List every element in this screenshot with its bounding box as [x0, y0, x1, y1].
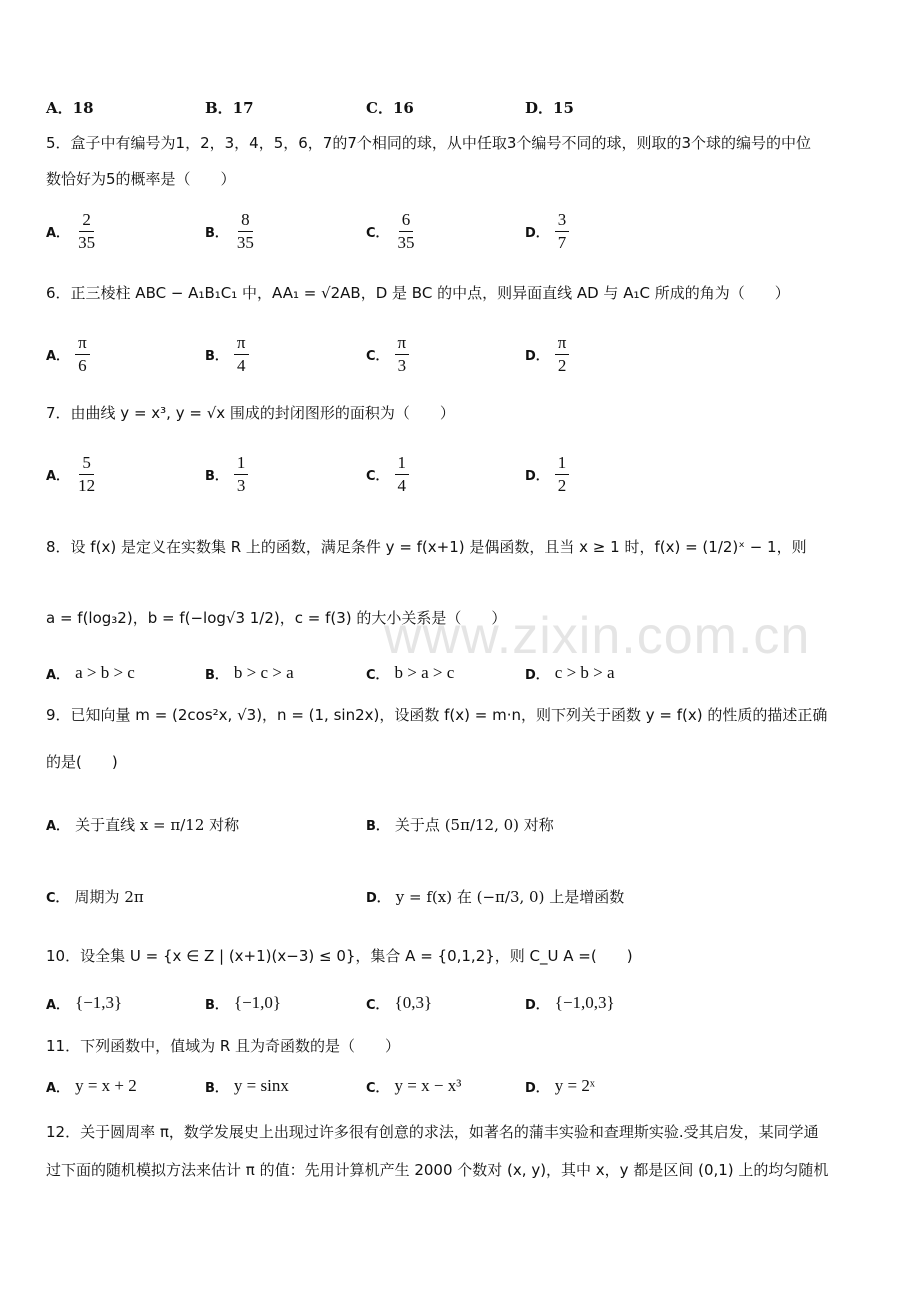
fraction-denominator: 35: [236, 233, 254, 252]
q10-option-a: [46, 993, 122, 1013]
q11-option-c: [366, 1076, 461, 1096]
q9-option-d-label: D．: [366, 891, 390, 906]
q11-option-b: [205, 1076, 289, 1096]
q8-option-d-text: c > b > a: [554, 663, 615, 682]
q10-option-d-label: D．: [525, 997, 549, 1013]
q10-option-b: [205, 993, 281, 1013]
q4-option-b-text: B．17: [205, 99, 254, 117]
fraction-numerator: π: [555, 333, 570, 355]
q9-option-c-label: C．: [46, 891, 69, 906]
q4-option-c-text: C．16: [366, 99, 414, 117]
q8-option-a-label: A．: [46, 667, 70, 683]
q6-option-c: [366, 333, 409, 376]
q6-option-b: [205, 333, 249, 376]
q9-option-c: [46, 886, 144, 907]
q10-option-c-text: {0,3}: [394, 993, 433, 1012]
fraction-denominator: 3: [397, 356, 407, 375]
fraction-numerator: 6: [399, 210, 414, 232]
q7-stem: 7．由曲线 y = x³, y = √x 围成的封闭图形的面积为（ ）: [46, 404, 455, 422]
fraction-numerator: 8: [238, 210, 253, 232]
q9-option-d: [366, 886, 624, 907]
q5-option-d-fraction: [555, 210, 570, 253]
q4-option-d: [525, 97, 574, 118]
q8-option-c-label: C．: [366, 667, 389, 683]
fraction-numerator: π: [234, 333, 249, 355]
q5-stem-line2: 数恰好为5的概率是（ ）: [46, 170, 236, 188]
fraction-denominator: 4: [236, 356, 246, 375]
q5-option-a-label: A．: [46, 226, 70, 241]
q4-option-d-text: D．15: [525, 99, 574, 117]
q9-option-c-text: 周期为 2π: [74, 888, 144, 906]
q11-stem: 11．下列函数中，值域为 R 且为奇函数的是（ ）: [46, 1037, 401, 1055]
q6-option-c-fraction: [395, 333, 410, 376]
fraction-numerator: 5: [79, 453, 94, 475]
q10-option-d-text: {−1,0,3}: [554, 993, 615, 1012]
q10-option-d: [525, 993, 615, 1013]
q8-option-d: [525, 663, 615, 683]
q7-option-a-label: A．: [46, 469, 70, 484]
q5-option-b: [205, 210, 257, 253]
q6-option-d-fraction: [555, 333, 570, 376]
fraction-denominator: 2: [557, 476, 567, 495]
fraction-denominator: 35: [78, 233, 96, 252]
q11-option-d: [525, 1076, 595, 1096]
q11-option-d-label: D．: [525, 1080, 549, 1096]
q9-stem-line2: 的是( ): [46, 753, 118, 771]
fraction-numerator: π: [75, 333, 90, 355]
q5-option-d-label: D．: [525, 226, 549, 241]
q7-option-b-label: B．: [205, 469, 228, 484]
q7-option-d-fraction: [555, 453, 570, 496]
q7-option-d: [525, 453, 569, 496]
q4-option-c: [366, 97, 414, 118]
q9-option-a-text: 关于直线 x = π/12 对称: [75, 816, 240, 834]
q10-option-b-label: B．: [205, 997, 228, 1013]
q5-option-c-label: C．: [366, 226, 389, 241]
q11-option-b-label: B．: [205, 1080, 228, 1096]
q7-option-a-fraction: [75, 453, 98, 496]
fraction-denominator: 35: [397, 233, 415, 252]
q7-option-c: [366, 453, 409, 496]
q12-stem-line1: 12．关于圆周率 π，数学发展史上出现过许多很有创意的求法，如著名的蒲丰实验和查理斯实验.受其启发，某同学通: [46, 1123, 819, 1141]
q5-option-b-label: B．: [205, 226, 228, 241]
q9-option-b-text: 关于点 (5π/12, 0) 对称: [394, 816, 554, 834]
q7-option-b: [205, 453, 248, 496]
q6-option-a-label: A．: [46, 349, 70, 364]
fraction-numerator: π: [395, 333, 410, 355]
q11-option-d-text: y = 2ˣ: [554, 1076, 595, 1095]
q8-option-b-text: b > c > a: [233, 663, 294, 682]
fraction-denominator: 12: [78, 476, 96, 495]
watermark-text: www.zixin.com.cn: [384, 607, 811, 665]
q8-option-c-text: b > a > c: [394, 663, 455, 682]
q8-stem-line1: 8．设 f(x) 是定义在实数集 R 上的函数，满足条件 y = f(x+1) 是偶函数，且当 x ≥ 1 时，f(x) = (1/2)ˣ − 1，则: [46, 538, 807, 556]
q8-stem-line2: a = f(log₃2)，b = f(−log√3 1/2)，c = f(3) 的大小关系是（ ）: [46, 609, 507, 627]
q8-option-c: [366, 663, 454, 683]
q5-option-a: [46, 210, 98, 253]
q10-option-a-text: {−1,3}: [75, 993, 123, 1012]
q5-option-a-fraction: [75, 210, 98, 253]
q7-option-c-fraction: [395, 453, 410, 496]
q10-stem: 10．设全集 U = {x ∈ Z | (x+1)(x−3) ≤ 0}，集合 A = {0,1,2}，则 C_U A =( ): [46, 947, 633, 965]
q8-option-b-label: B．: [205, 667, 228, 683]
q9-stem-line1: 9．已知向量 m = (2cos²x, √3)，n = (1, sin2x)，设函数 f(x) = m·n，则下列关于函数 y = f(x) 的性质的描述正确: [46, 706, 828, 724]
q6-option-d-label: D．: [525, 349, 549, 364]
q11-option-c-text: y = x − x³: [394, 1076, 462, 1095]
q7-option-b-fraction: [234, 453, 249, 496]
q6-option-b-label: B．: [205, 349, 228, 364]
fraction-numerator: 1: [234, 453, 249, 475]
q9-option-d-text: y = f(x) 在 (−π/3, 0) 上是增函数: [395, 888, 625, 906]
fraction-denominator: 4: [397, 476, 407, 495]
q8-option-a: [46, 663, 135, 683]
fraction-denominator: 6: [78, 356, 87, 375]
q7-option-c-label: C．: [366, 469, 389, 484]
q6-option-a-fraction: [75, 333, 90, 376]
fraction-denominator: 7: [557, 233, 567, 252]
q5-option-b-fraction: [234, 210, 257, 253]
q8-option-d-label: D．: [525, 667, 549, 683]
q9-option-a: [46, 814, 239, 835]
q8-option-a-text: a > b > c: [75, 663, 135, 682]
q11-option-c-label: C．: [366, 1080, 389, 1096]
fraction-denominator: 2: [557, 356, 567, 375]
q4-option-b: [205, 97, 254, 118]
q9-option-b: [366, 814, 554, 835]
q9-option-b-label: B．: [366, 819, 389, 834]
q4-option-a-text: A．18: [46, 99, 94, 117]
q10-option-b-text: {−1,0}: [233, 993, 282, 1012]
q10-option-a-label: A．: [46, 997, 70, 1013]
fraction-numerator: 1: [555, 453, 570, 475]
q5-option-c: [366, 210, 418, 253]
q6-stem: 6．正三棱柱 ABC − A₁B₁C₁ 中，AA₁ = √2AB，D 是 BC 的中点，则异面直线 AD 与 A₁C 所成的角为（ ）: [46, 284, 790, 302]
q11-option-b-text: y = sinx: [233, 1076, 289, 1095]
fraction-numerator: 1: [395, 453, 410, 475]
q12-stem-line2: 过下面的随机模拟方法来估计 π 的值：先用计算机产生 2000 个数对 (x, y)，其中 x，y 都是区间 (0,1) 上的均匀随机: [46, 1161, 829, 1179]
q5-option-d: [525, 210, 569, 253]
q6-option-b-fraction: [234, 333, 249, 376]
q11-option-a-text: y = x + 2: [75, 1076, 137, 1095]
fraction-numerator: 2: [79, 210, 94, 232]
fraction-numerator: 3: [555, 210, 570, 232]
q4-option-a: [46, 97, 94, 118]
q6-option-d: [525, 333, 569, 376]
q10-option-c: [366, 993, 432, 1013]
q7-option-d-label: D．: [525, 469, 549, 484]
q6-option-c-label: C．: [366, 349, 389, 364]
q6-option-a: [46, 333, 90, 376]
q10-option-c-label: C．: [366, 997, 389, 1013]
q7-option-a: [46, 453, 98, 496]
fraction-denominator: 3: [236, 476, 246, 495]
q5-option-c-fraction: [395, 210, 418, 253]
q11-option-a: [46, 1076, 137, 1096]
q11-option-a-label: A．: [46, 1080, 70, 1096]
q9-option-a-label: A．: [46, 819, 70, 834]
q8-option-b: [205, 663, 294, 683]
q5-stem-line1: 5．盒子中有编号为1，2，3，4，5，6，7的7个相同的球，从中任取3个编号不同的球，则取的3个球的编号的中位: [46, 134, 811, 152]
